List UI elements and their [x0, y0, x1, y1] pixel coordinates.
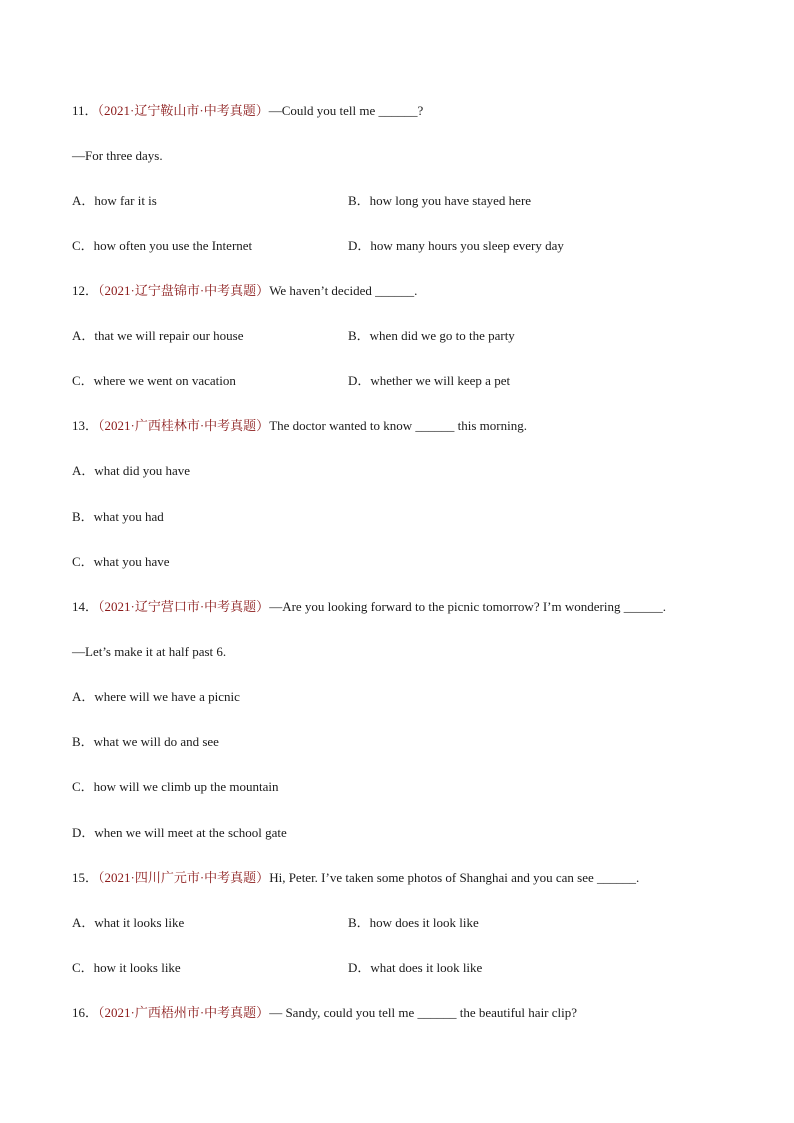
question-15-option-c[interactable]: C．how it looks like	[72, 960, 181, 975]
question-14-option-d[interactable]: D．when we will meet at the school gate	[72, 825, 287, 840]
question-number: 14．	[72, 599, 99, 614]
question-11-dialog: —For three days.	[72, 148, 163, 163]
question-number: 12．	[72, 283, 99, 298]
question-source: （2021·广西桂林市·中考真题）	[98, 418, 270, 433]
question-14-option-b[interactable]: B．what we will do and see	[72, 734, 219, 749]
question-source: （2021·辽宁盘锦市·中考真题）	[98, 283, 270, 298]
question-11-option-c[interactable]: C．how often you use the Internet	[72, 238, 253, 253]
question-text: The doctor wanted to know ______ this morning.	[269, 418, 527, 433]
question-number: 15．	[72, 870, 99, 885]
question-text: — Sandy, could you tell me ______ the beautiful hair clip?	[269, 1005, 578, 1020]
question-12-stem	[72, 283, 417, 299]
question-15-option-d[interactable]: D．what does it look like	[348, 960, 483, 975]
question-source: （2021·四川广元市·中考真题）	[98, 870, 270, 885]
question-15-stem	[72, 870, 639, 886]
question-12-option-a[interactable]: A．that we will repair our house	[72, 328, 244, 343]
question-14-stem	[72, 599, 666, 615]
question-source: （2021·辽宁鞍山市·中考真题）	[97, 103, 269, 118]
question-text: —Are you looking forward to the picnic tomorrow? I’m wondering ______.	[269, 599, 666, 614]
question-number: 13．	[72, 418, 99, 433]
question-text: —Could you tell me ______?	[268, 103, 424, 118]
question-13-option-c[interactable]: C．what you have	[72, 554, 170, 569]
question-source: （2021·广西梧州市·中考真题）	[98, 1005, 270, 1020]
question-12-option-b[interactable]: B．when did we go to the party	[348, 328, 515, 343]
question-11-option-d[interactable]: D．how many hours you sleep every day	[348, 238, 564, 253]
question-source: （2021·辽宁营口市·中考真题）	[98, 599, 270, 614]
question-14-option-c[interactable]: C．how will we climb up the mountain	[72, 779, 279, 794]
question-11-option-a[interactable]: A．how far it is	[72, 193, 157, 208]
question-13-option-b[interactable]: B．what you had	[72, 509, 164, 524]
question-text: We haven’t decided ______.	[269, 283, 418, 298]
question-number: 16．	[72, 1005, 99, 1020]
question-16-stem	[72, 1005, 577, 1021]
question-12-option-d[interactable]: D．whether we will keep a pet	[348, 373, 511, 388]
question-15-option-a[interactable]: A．what it looks like	[72, 915, 185, 930]
question-14-dialog: —Let’s make it at half past 6.	[72, 644, 227, 659]
question-11-stem	[72, 103, 423, 119]
question-number: 11．	[72, 103, 98, 118]
question-12-option-c[interactable]: C．where we went on vacation	[72, 373, 236, 388]
question-13-stem	[72, 418, 527, 434]
question-text: Hi, Peter. I’ve taken some photos of Shanghai and you can see ______.	[269, 870, 640, 885]
question-11-option-b[interactable]: B．how long you have stayed here	[348, 193, 532, 208]
question-13-option-a[interactable]: A．what did you have	[72, 463, 191, 478]
question-15-option-b[interactable]: B．how does it look like	[348, 915, 479, 930]
question-14-option-a[interactable]: A．where will we have a picnic	[72, 689, 240, 704]
